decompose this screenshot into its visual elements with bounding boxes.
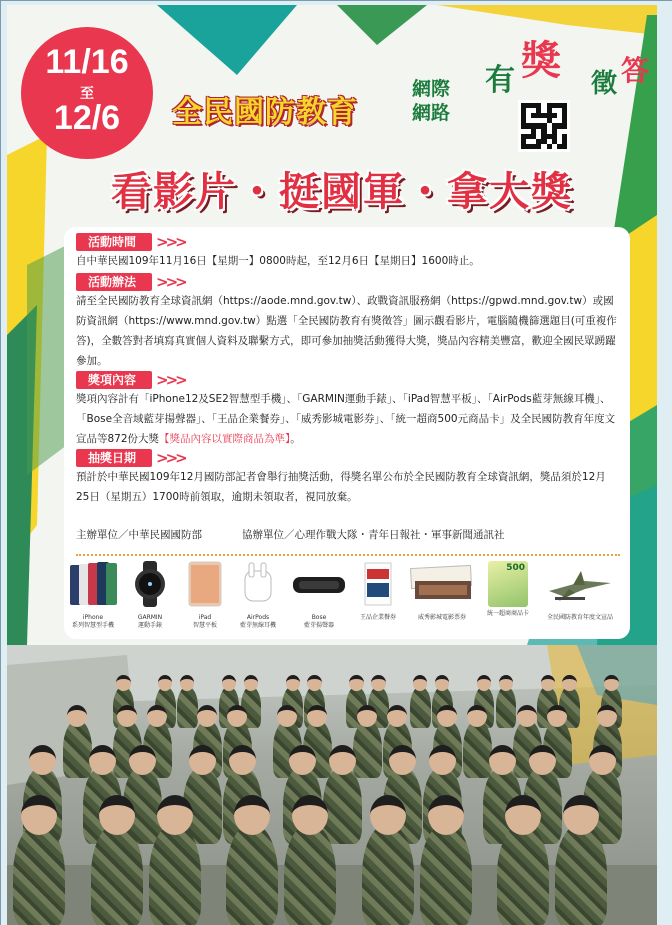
soldier-figure bbox=[284, 823, 336, 925]
qr-code[interactable] bbox=[518, 100, 570, 152]
soldier-figure bbox=[323, 766, 362, 844]
giftcard-value: 500 bbox=[506, 563, 525, 573]
ipad-icon bbox=[188, 561, 222, 607]
soldier-head bbox=[229, 745, 256, 775]
soldier-head bbox=[29, 745, 56, 775]
chevron-right-icon: >>> bbox=[156, 233, 185, 251]
shard-green-top bbox=[337, 5, 427, 45]
soldier-head bbox=[222, 675, 236, 691]
soldier-head bbox=[349, 675, 363, 691]
chevron-right-icon: >>> bbox=[156, 449, 185, 467]
watch-icon bbox=[130, 561, 170, 607]
speaker-icon bbox=[289, 561, 349, 607]
date-to: 至 bbox=[80, 85, 94, 101]
prize-ipad bbox=[180, 561, 230, 630]
soldiers-photo bbox=[7, 645, 657, 925]
soldier-head bbox=[477, 675, 491, 691]
soldier-head bbox=[604, 675, 618, 691]
soldier-head bbox=[116, 675, 130, 691]
date-start: 11/16 bbox=[45, 43, 129, 81]
soldier-head bbox=[21, 795, 57, 835]
section-date-text: 預計於中華民國109年12月國防部記者會舉行抽獎活動，得獎名單公布於全民國防教育全球資訊網，獎品須於12月25日（星期五）1700時前領取，逾期未領取者，視同放棄。 bbox=[76, 471, 606, 503]
section-prizes-end: 。 bbox=[290, 433, 301, 445]
shard-teal-top bbox=[157, 5, 297, 75]
section-prizes-text: 獎項內容計有「iPhone12及SE2智慧型手機」、「GARMIN運動手錶」、「iPad智慧平板」、「AirPods藍芽無線耳機」、「Bose全音域藍芽揚聲器」、「王品企業餐券」、「威秀影城電影券」、「統一超商500元商品卡」及全民國防教育年度文宣品等872份大獎 bbox=[76, 393, 616, 445]
soldier-figure bbox=[353, 720, 382, 777]
soldier-figure bbox=[497, 823, 549, 925]
prize-watch-caption: GARMIN 運動手錶 bbox=[137, 614, 163, 629]
date-badge bbox=[21, 27, 153, 159]
soldier-head bbox=[529, 745, 556, 775]
title-prize bbox=[485, 35, 655, 99]
divider bbox=[76, 554, 620, 556]
section-prizes-paragraph bbox=[76, 389, 618, 449]
title-prize-char4: 答 bbox=[621, 54, 650, 87]
section-date-label: 抽獎日期 bbox=[76, 449, 152, 467]
soldier-head bbox=[499, 675, 513, 691]
soldier-head bbox=[429, 745, 456, 775]
section-prizes-note: 【獎品內容以實際商品為準】 bbox=[159, 433, 291, 445]
prize-ipad-caption: iPad 智慧平板 bbox=[192, 614, 217, 629]
soldier-head bbox=[307, 675, 321, 691]
poster bbox=[7, 5, 657, 925]
prize-meal-caption: 王品企業餐券 bbox=[359, 614, 396, 621]
soldier-figure bbox=[420, 823, 472, 925]
soldier-head bbox=[99, 795, 135, 835]
prize-souvenir bbox=[534, 561, 626, 622]
soldier-head bbox=[89, 745, 116, 775]
prize-meal-voucher bbox=[348, 561, 408, 622]
soldier-head bbox=[189, 745, 216, 775]
soldier-head bbox=[157, 795, 193, 835]
giftcard-icon bbox=[488, 561, 528, 607]
title-prize-char3: 徵 bbox=[591, 69, 618, 99]
title-net-line1: 網際 bbox=[411, 78, 450, 100]
soldier-head bbox=[371, 675, 385, 691]
soldier-figure bbox=[410, 686, 431, 728]
soldier-head bbox=[541, 675, 555, 691]
prize-airpods bbox=[230, 561, 286, 630]
soldier-figure bbox=[91, 823, 143, 925]
soldier-head bbox=[489, 745, 516, 775]
soldier-head bbox=[428, 795, 464, 835]
soldier-figure bbox=[463, 720, 492, 777]
soldier-figure bbox=[226, 823, 278, 925]
prize-bose bbox=[286, 561, 352, 630]
title-main: 全民國防教育 bbox=[172, 95, 358, 130]
soldier-head bbox=[389, 745, 416, 775]
ticket-icon bbox=[409, 561, 475, 607]
section-method-text: 請至全民國防教育全球資訊網（https://aode.mnd.gov.tw）、政戰資訊服務網（https://gpwd.mnd.gov.tw）或國防資訊網（https://www.mnd.gov.tw）點選「全民國防教育有獎徵答」圖示觀看影片，電腦隨機篩選題目(可重複作答)，全數答對者填寫真實個人資料及聯繫方式，即可參加抽獎活動獲得大獎，獎品內容精美豐富，歡迎全國民眾踴躍參加。 bbox=[76, 295, 617, 367]
organizer-co: 協辦單位／心理作戰大隊・青年日報社・軍事新聞通訊社 bbox=[242, 529, 505, 541]
prize-movie-caption: 威秀影城電影票券 bbox=[417, 614, 466, 621]
organizer-host: 主辦單位／中華民國國防部 bbox=[76, 529, 202, 541]
qr-module bbox=[562, 144, 567, 149]
prize-airpods-caption: AirPods 藍芽無線耳機 bbox=[239, 614, 276, 629]
soldier-head bbox=[370, 795, 406, 835]
prize-giftcard-caption: 統一超商商品卡 bbox=[486, 610, 529, 617]
prize-watch bbox=[124, 561, 176, 630]
soldier-head bbox=[329, 745, 356, 775]
chevron-right-icon: >>> bbox=[156, 273, 185, 291]
soldier-head bbox=[129, 745, 156, 775]
soldier-figure bbox=[63, 720, 92, 777]
soldier-figure bbox=[13, 823, 65, 925]
iphone-icon bbox=[68, 561, 118, 607]
title-net bbox=[403, 77, 459, 125]
voucher-icon bbox=[363, 561, 393, 607]
soldier-head bbox=[289, 745, 316, 775]
chevron-right-icon: >>> bbox=[156, 371, 185, 389]
soldier-head bbox=[563, 795, 599, 835]
soldier-head bbox=[292, 795, 328, 835]
soldier-figure bbox=[149, 823, 201, 925]
prize-iphone bbox=[66, 561, 120, 630]
prize-bose-caption: Bose 藍芽揚聲器 bbox=[303, 614, 334, 629]
title-net-line2: 網路 bbox=[411, 102, 450, 124]
prize-movie-ticket bbox=[404, 561, 480, 622]
section-time-text: 自中華民國109年11月16日【星期一】0800時起，至12月6日【星期日】1600時止。 bbox=[76, 255, 480, 267]
info-card bbox=[64, 227, 630, 639]
section-method-label: 活動辦法 bbox=[76, 273, 152, 291]
slogan: 看影片・挺國軍・拿大獎 bbox=[111, 169, 573, 215]
airpods-icon bbox=[241, 561, 275, 607]
title-prize-char1: 有 bbox=[485, 63, 515, 98]
prize-row bbox=[64, 561, 630, 633]
soldier-figure bbox=[555, 823, 607, 925]
soldier-figure bbox=[177, 686, 198, 728]
soldier-head bbox=[589, 745, 616, 775]
section-prizes-label: 獎項內容 bbox=[76, 371, 152, 389]
soldier-figure bbox=[362, 823, 414, 925]
jet-model-icon bbox=[545, 561, 615, 607]
soldier-figure bbox=[496, 686, 517, 728]
prize-iphone-caption: iPhone 系列智慧型手機 bbox=[71, 614, 114, 629]
soldier-head bbox=[562, 675, 576, 691]
prize-gift-card bbox=[482, 561, 534, 618]
shard-green-mid bbox=[27, 245, 67, 475]
date-end: 12/6 bbox=[53, 99, 121, 137]
title-prize-char2: 獎 bbox=[521, 38, 561, 84]
soldier-head bbox=[244, 675, 258, 691]
soldier-head bbox=[286, 675, 300, 691]
prize-souvenir-caption: 全民國防教育年度文宣品 bbox=[546, 614, 613, 621]
section-time-label: 活動時間 bbox=[76, 233, 152, 251]
